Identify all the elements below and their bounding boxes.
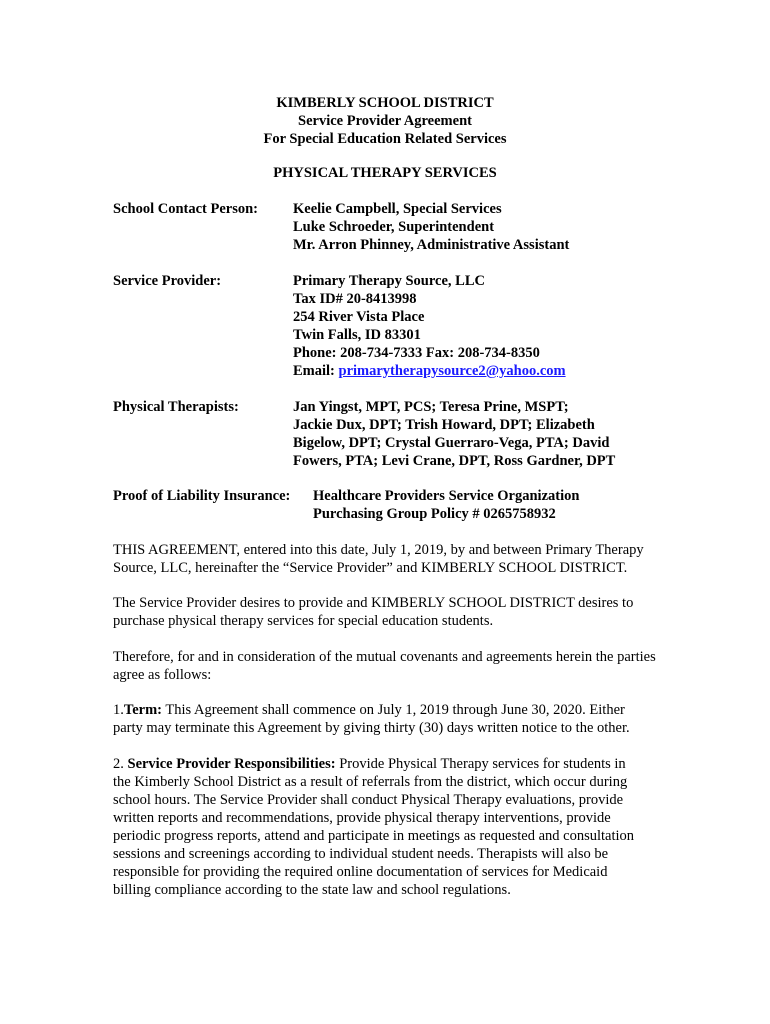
provider-phone: Phone: 208-734-7333 Fax: 208-734-8350 <box>293 345 540 361</box>
responsibilities-text: Provide Physical Therapy services for students in <box>335 756 626 772</box>
contact-line: Keelie Campbell, Special Services <box>293 201 502 217</box>
agreement-scope: For Special Education Related Services <box>263 131 507 147</box>
therapists-line: Fowers, PTA; Levi Crane, DPT, Ross Gardner, DPT <box>293 453 616 469</box>
paragraph-line: billing compliance according to the state law and school regulations. <box>113 882 511 898</box>
paragraph-line: The Service Provider desires to provide and KIMBERLY SCHOOL DISTRICT desires to <box>113 595 634 611</box>
contact-label: School Contact Person: <box>113 201 258 217</box>
responsibilities-heading: Service Provider Responsibilities: <box>127 756 336 772</box>
desire-paragraph <box>113 594 673 630</box>
contact-line: Mr. Arron Phinney, Administrative Assistant <box>293 237 570 253</box>
therapists-label: Physical Therapists: <box>113 399 239 415</box>
paragraph-line <box>113 755 673 773</box>
agreement-title: Service Provider Agreement <box>298 113 472 129</box>
paragraph-line: Source, LLC, hereinafter the “Service Provider” and KIMBERLY SCHOOL DISTRICT. <box>113 560 628 576</box>
term-number: 1. <box>113 702 124 718</box>
agreement-paragraph <box>113 541 673 577</box>
term-text: This Agreement shall commence on July 1, 2019 through June 30, 2020. Either <box>162 702 625 718</box>
provider-address-line2: Twin Falls, ID 83301 <box>293 327 421 343</box>
therefore-paragraph <box>113 648 673 684</box>
insurance-value <box>313 487 579 523</box>
district-name: KIMBERLY SCHOOL DISTRICT <box>276 95 494 111</box>
provider-address-line1: 254 River Vista Place <box>293 309 425 325</box>
insurance-label: Proof of Liability Insurance: <box>113 488 291 504</box>
paragraph-line: school hours. The Service Provider shall conduct Physical Therapy evaluations, provide <box>113 792 624 808</box>
term-heading: Term: <box>123 702 162 718</box>
therapists-line: Jackie Dux, DPT; Trish Howard, DPT; Elizabeth <box>293 417 595 433</box>
contact-line: Luke Schroeder, Superintendent <box>293 219 495 235</box>
paragraph-line <box>113 701 673 719</box>
provider-name: Primary Therapy Source, LLC <box>293 273 485 289</box>
paragraph-line: written reports and recommendations, provide physical therapy interventions, provide <box>113 810 611 826</box>
insurance-line: Healthcare Providers Service Organization <box>313 488 580 504</box>
provider-label: Service Provider: <box>113 273 222 289</box>
paragraph-line: agree as follows: <box>113 667 212 683</box>
responsibilities-number: 2. <box>113 756 128 772</box>
provider-tax-id: Tax ID# 20-8413998 <box>293 291 417 307</box>
contact-value <box>293 200 569 254</box>
paragraph-line: Therefore, for and in consideration of the mutual covenants and agreements herein the parties <box>113 649 656 665</box>
paragraph-line: sessions and screenings according to individual student needs. Therapists will also be <box>113 846 609 862</box>
responsibilities-paragraph <box>113 755 673 899</box>
paragraph-line: THIS AGREEMENT, entered into this date, July 1, 2019, by and between Primary Therapy <box>113 542 644 558</box>
document-title <box>0 94 770 148</box>
provider-value <box>293 272 566 380</box>
paragraph-line: responsible for providing the required online documentation of services for Medicaid <box>113 864 608 880</box>
paragraph-line: purchase physical therapy services for special education students. <box>113 613 494 629</box>
services-heading: PHYSICAL THERAPY SERVICES <box>273 165 497 181</box>
email-link[interactable]: primarytherapysource2@yahoo.com <box>338 363 566 379</box>
therapists-line: Bigelow, DPT; Crystal Guerraro-Vega, PTA; David <box>293 435 610 451</box>
insurance-line: Purchasing Group Policy # 0265758932 <box>313 506 556 522</box>
term-paragraph <box>113 701 673 737</box>
paragraph-line: the Kimberly School District as a result of referrals from the district, which occur during <box>113 774 628 790</box>
therapists-line: Jan Yingst, MPT, PCS; Teresa Prine, MSPT; <box>293 399 569 415</box>
provider-email-row <box>293 362 566 380</box>
therapists-value <box>293 398 615 470</box>
paragraph-line: party may terminate this Agreement by giving thirty (30) days written notice to the other. <box>113 720 630 736</box>
paragraph-line: periodic progress reports, attend and participate in meetings as requested and consultation <box>113 828 635 844</box>
email-label: Email: <box>293 363 339 379</box>
